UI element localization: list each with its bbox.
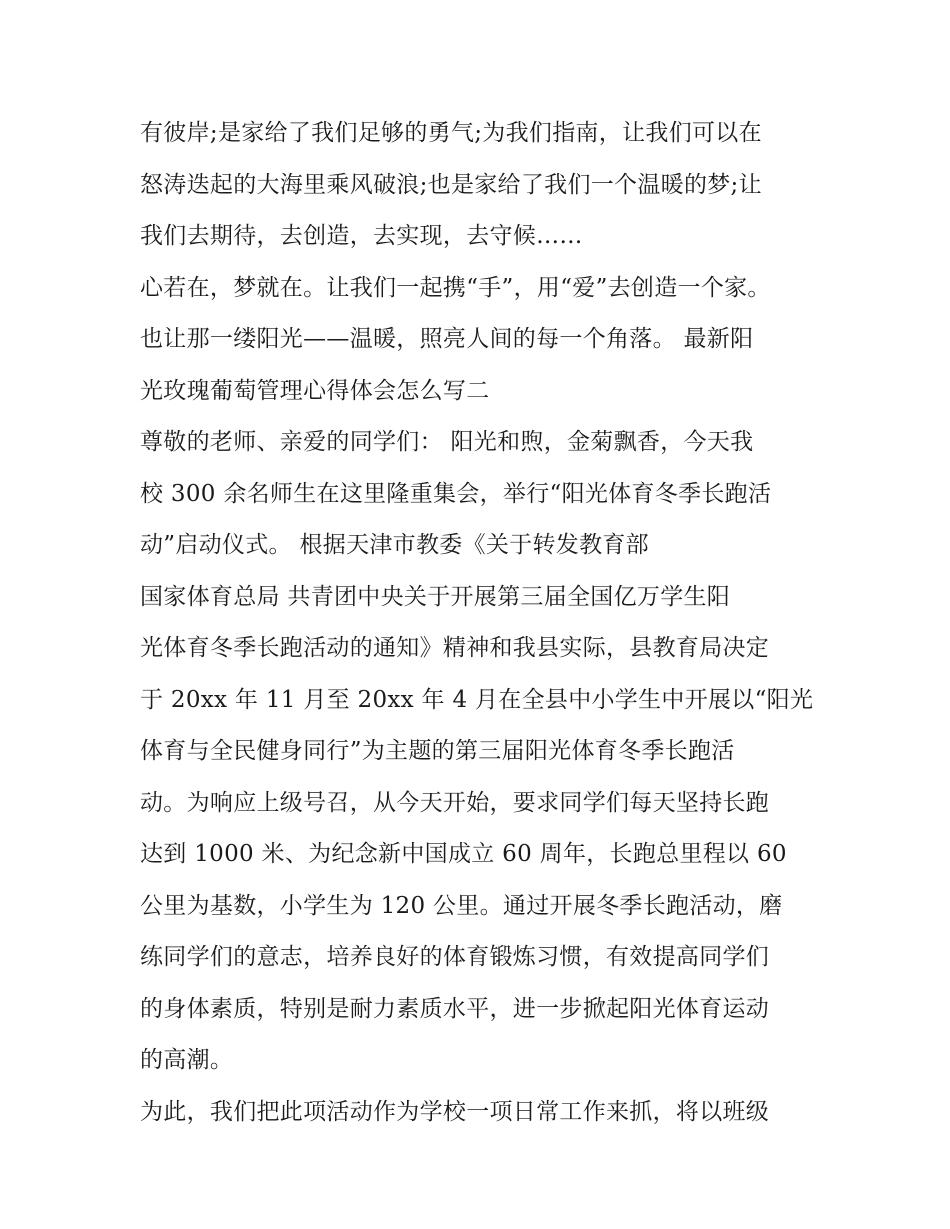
text-line: 体育与全民健身同行”为主题的第三届阳光体育冬季长跑活 xyxy=(140,738,735,764)
text-line: 为此，我们把此项活动作为学校一项日常工作来抓，将以班级 xyxy=(140,1098,770,1125)
text-line: 也让那一缕阳光——温暖，照亮人间的每一个角落。 最新阳 xyxy=(140,326,754,352)
text-line: 于 20xx 年 11 月至 20xx 年 4 月在全县中小学生中开展以“阳光 xyxy=(140,686,814,713)
text-line: 光玫瑰葡萄管理心得体会怎么写二 xyxy=(140,377,490,404)
text-line: 的身体素质，特别是耐力素质水平，进一步掀起阳光体育运动 xyxy=(140,995,770,1022)
text-line: 校 300 余名师生在这里隆重集会，举行“阳光体育冬季长跑活 xyxy=(140,480,772,507)
text-line: 光体育冬季长跑活动的通知》精神和我县实际，县教育局决定 xyxy=(140,635,770,661)
text-line: 的高潮。 xyxy=(140,1047,234,1073)
text-line: 动”启动仪式。 根据天津市教委《关于转发教育部 xyxy=(140,532,649,558)
text-line: 有彼岸;是家给了我们足够的勇气;为我们指南，让我们可以在 xyxy=(140,120,762,146)
text-line: 动。为响应上级号召，从今天开始，要求同学们每天坚持长跑 xyxy=(140,789,770,816)
text-line: 公里为基数，小学生为 120 公里。通过开展冬季长跑活动，磨 xyxy=(140,892,783,919)
text-line: 心若在，梦就在。让我们一起携“手”，用“爱”去创造一个家。 xyxy=(140,274,771,301)
document-body xyxy=(140,108,820,1138)
text-line: 我们去期待，去创造，去实现，去守候…… xyxy=(140,223,583,249)
text-line: 怒涛迭起的大海里乘风破浪;也是家给了我们一个温暖的梦;让 xyxy=(140,171,762,198)
text-line: 国家体育总局 共青团中央关于开展第三届全国亿万学生阳 xyxy=(140,583,731,610)
text-line: 练同学们的意志，培养良好的体育锻炼习惯，有效提高同学们 xyxy=(140,944,770,970)
text-line: 达到 1000 米、为纪念新中国成立 60 周年，长跑总里程以 60 xyxy=(140,841,787,867)
text-line: 尊敬的老师、亲爱的同学们： 阳光和煦，金菊飘香，今天我 xyxy=(140,429,754,455)
